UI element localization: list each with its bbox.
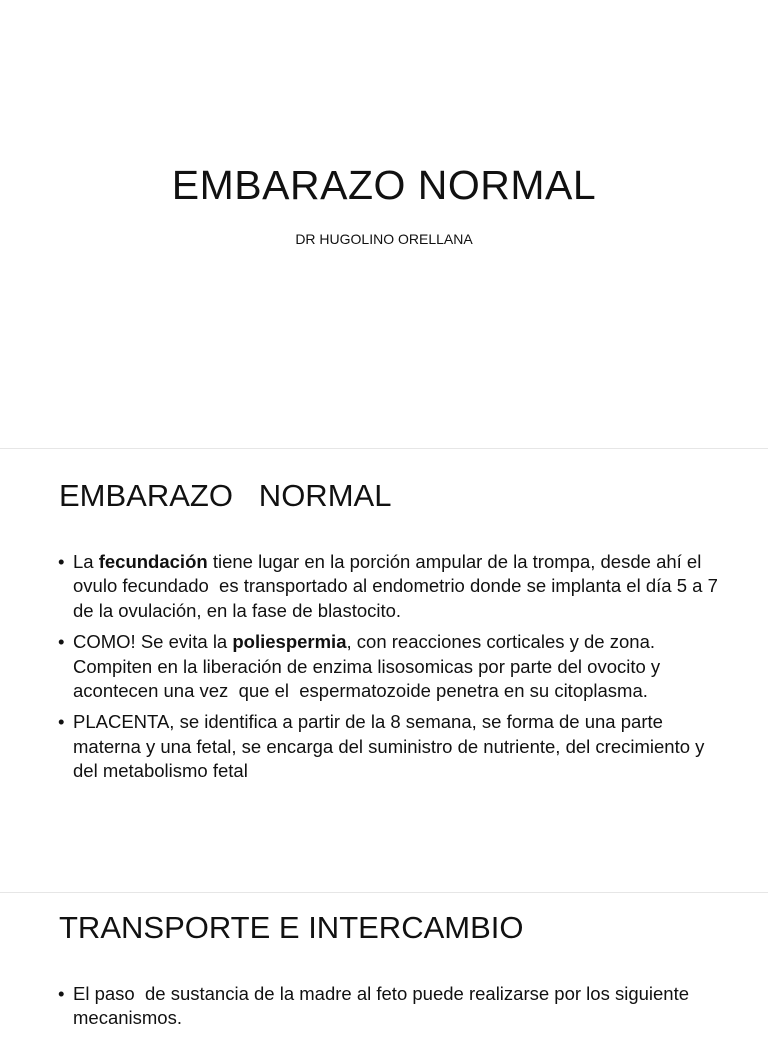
bullet-marker: • bbox=[58, 551, 65, 572]
presentation-title: EMBARAZO NORMAL bbox=[171, 162, 597, 208]
bullet-marker: • bbox=[58, 631, 65, 653]
bullet-text: PLACENTA, se identifica a partir de la 8 semana, se forma de una parte materna y una fetal, se encarga del suministro de nutriente, del crecimiento y del metabolismo fetal bbox=[73, 711, 710, 782]
bullet-text: La bbox=[73, 551, 99, 572]
slide-heading: EMBARAZO NORMAL bbox=[59, 478, 392, 513]
bullet-text: tiene lugar en la porción ampular de la trompa, desde ahí el ovulo fecundado es transportado al endometrio donde se implanta el día 5 a 7 de la ovulación, en la fase de blastocito. bbox=[73, 551, 723, 621]
presentation-author: DR HUGOLINO ORELLANA bbox=[295, 231, 473, 247]
bullet-text: El paso de sustancia de la madre al feto puede realizarse por los siguiente mecanismos. bbox=[73, 983, 695, 1029]
bullet-item-placenta bbox=[58, 710, 730, 783]
bullet-list bbox=[58, 550, 730, 791]
bullet-item-poliespermia bbox=[58, 630, 730, 703]
slide-heading: TRANSPORTE E INTERCAMBIO bbox=[59, 910, 524, 945]
bullet-item-mecanismos bbox=[58, 982, 730, 1031]
bullet-list bbox=[58, 982, 730, 1038]
slide-divider bbox=[0, 892, 768, 893]
bullet-text: COMO! Se evita la bbox=[73, 631, 233, 653]
bullet-marker: • bbox=[58, 983, 65, 1004]
bullet-bold-term: poliespermia bbox=[232, 631, 347, 653]
bullet-text: , con reacciones corticales y de zona. Compiten en la liberación de enzima lisosomicas por parte del ovocito y acontecen una vez que el espermatozoide penetra en su citoplasma. bbox=[73, 631, 666, 702]
slide-divider bbox=[0, 448, 768, 449]
bullet-bold-term: fecundación bbox=[98, 551, 208, 572]
bullet-marker: • bbox=[58, 711, 65, 733]
bullet-item-fecundacion bbox=[58, 550, 730, 623]
